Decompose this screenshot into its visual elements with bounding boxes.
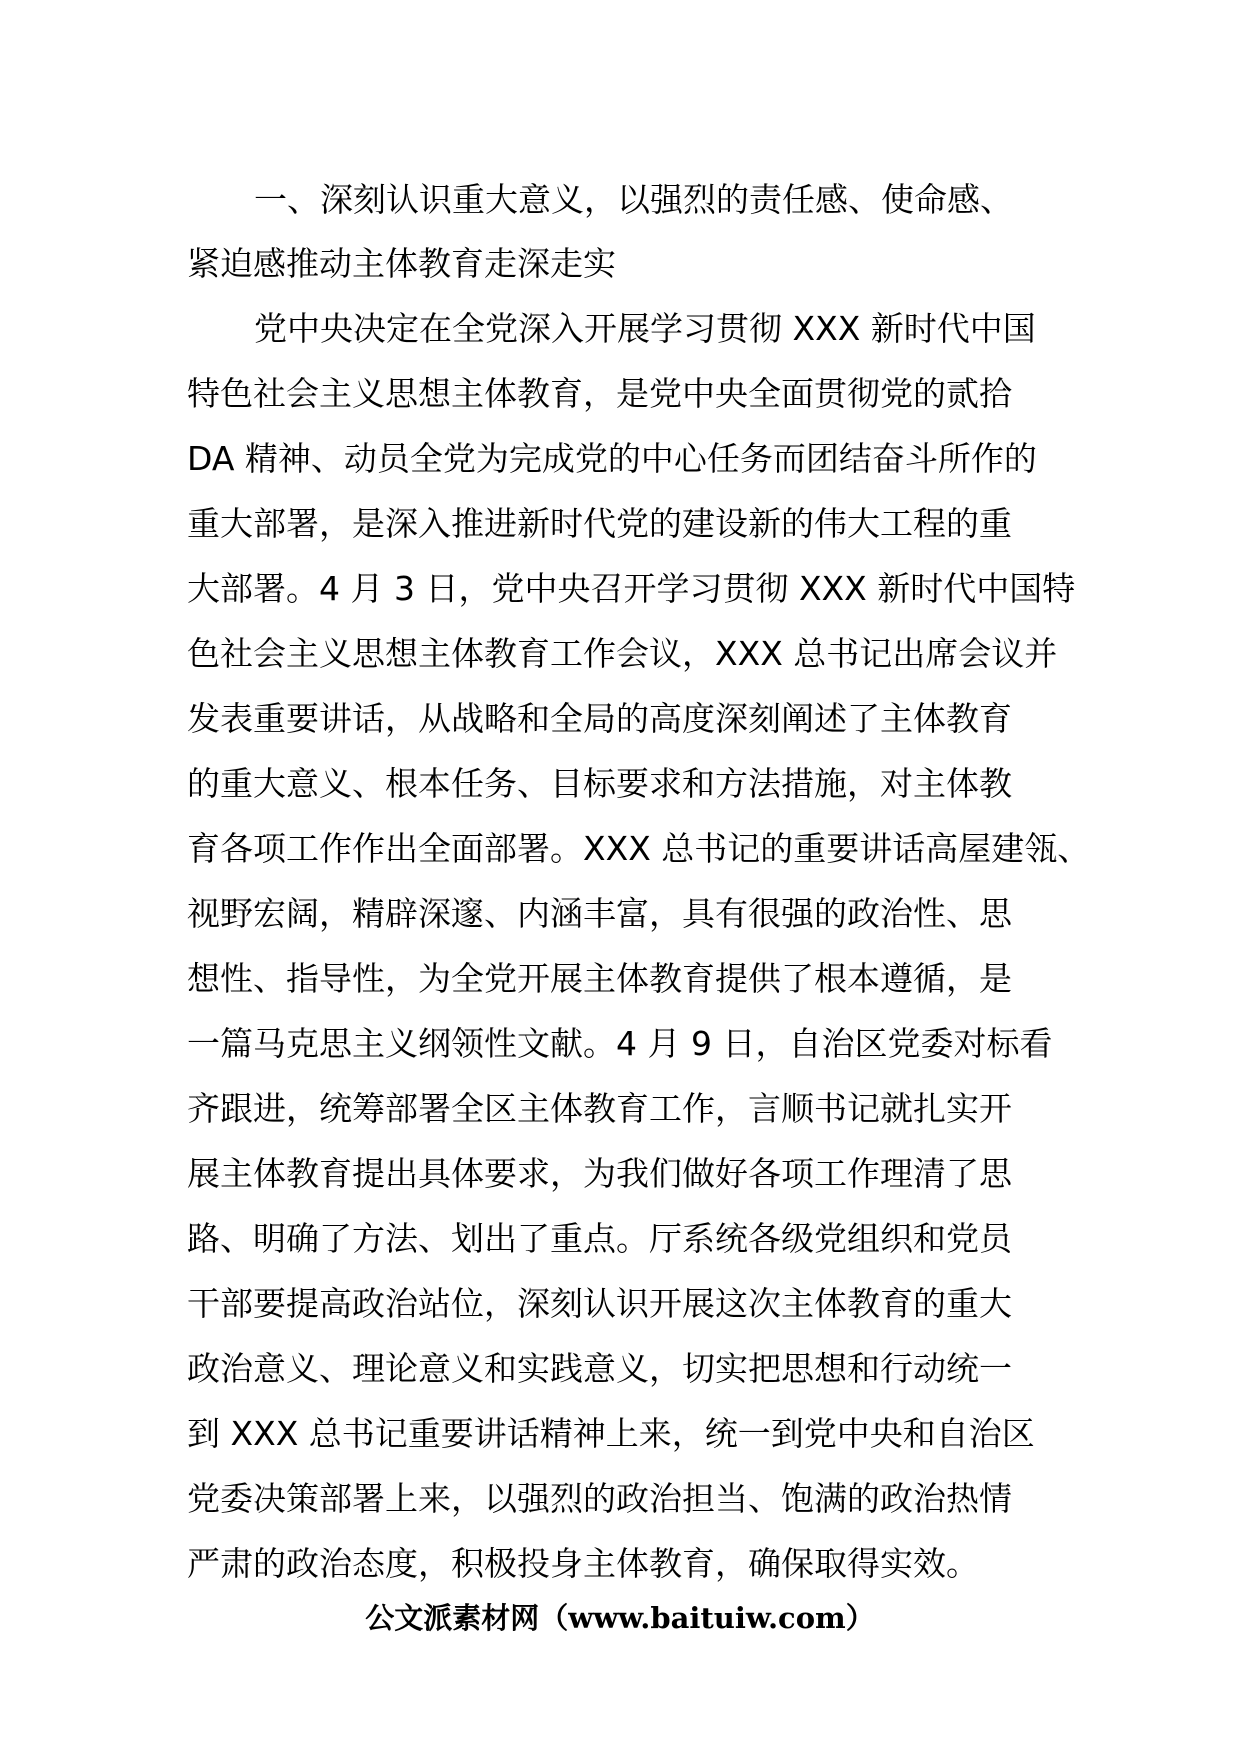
paragraph-line: 发表重要讲话，从战略和全局的高度深刻阐述了主体教育 <box>187 699 1012 738</box>
paragraph-line: 视野宏阔，精辟深邃、内涵丰富，具有很强的政治性、思 <box>187 894 1012 933</box>
paragraph-line: 色社会主义思想主体教育工作会议，XXX 总书记出席会议并 <box>187 634 1058 673</box>
paragraph-line: 大部署。4 月 3 日，党中央召开学习贯彻 XXX 新时代中国特 <box>187 569 1076 608</box>
paragraph-line: 齐跟进，统筹部署全区主体教育工作，言顺书记就扎实开 <box>187 1089 1012 1128</box>
body-text <box>187 168 1091 1596</box>
section-heading-line-1: 一、深刻认识重大意义，以强烈的责任感、使命感、 <box>254 180 1013 219</box>
paragraph-line: 党中央决定在全党深入开展学习贯彻 XXX 新时代中国 <box>254 309 1036 348</box>
paragraph-line: 路、明确了方法、划出了重点。厅系统各级党组织和党员 <box>187 1219 1012 1258</box>
footer-source-text: 公文派素材网（www.baituiw.com） <box>365 1601 875 1635</box>
paragraph-line: DA 精神、动员全党为完成党的中心任务而团结奋斗所作的 <box>187 439 1037 478</box>
paragraph-line: 育各项工作作出全面部署。XXX 总书记的重要讲话高屋建瓴、 <box>187 829 1091 868</box>
paragraph-line: 想性、指导性，为全党开展主体教育提供了根本遵循，是 <box>187 959 1012 998</box>
paragraph-line: 的重大意义、根本任务、目标要求和方法措施，对主体教 <box>187 764 1012 803</box>
paragraph-line: 干部要提高政治站位，深刻认识开展这次主体教育的重大 <box>187 1284 1012 1323</box>
paragraph-line: 一篇马克思主义纲领性文献。4 月 9 日，自治区党委对标看 <box>187 1024 1053 1063</box>
paragraph-line: 党委决策部署上来，以强烈的政治担当、饱满的政治热情 <box>187 1479 1012 1518</box>
paragraph-line: 政治意义、理论意义和实践意义，切实把思想和行动统一 <box>187 1349 1012 1388</box>
paragraph-line: 到 XXX 总书记重要讲话精神上来，统一到党中央和自治区 <box>187 1414 1035 1453</box>
paragraph-line: 展主体教育提出具体要求，为我们做好各项工作理清了思 <box>187 1154 1012 1193</box>
section-heading-line-2: 紧迫感推动主体教育走深走实 <box>187 244 616 283</box>
paragraph-line: 重大部署，是深入推进新时代党的建设新的伟大工程的重 <box>187 504 1012 543</box>
paragraph-line: 严肃的政治态度，积极投身主体教育，确保取得实效。 <box>187 1544 979 1583</box>
paragraph-line: 特色社会主义思想主体教育，是党中央全面贯彻党的贰拾 <box>187 374 1012 413</box>
